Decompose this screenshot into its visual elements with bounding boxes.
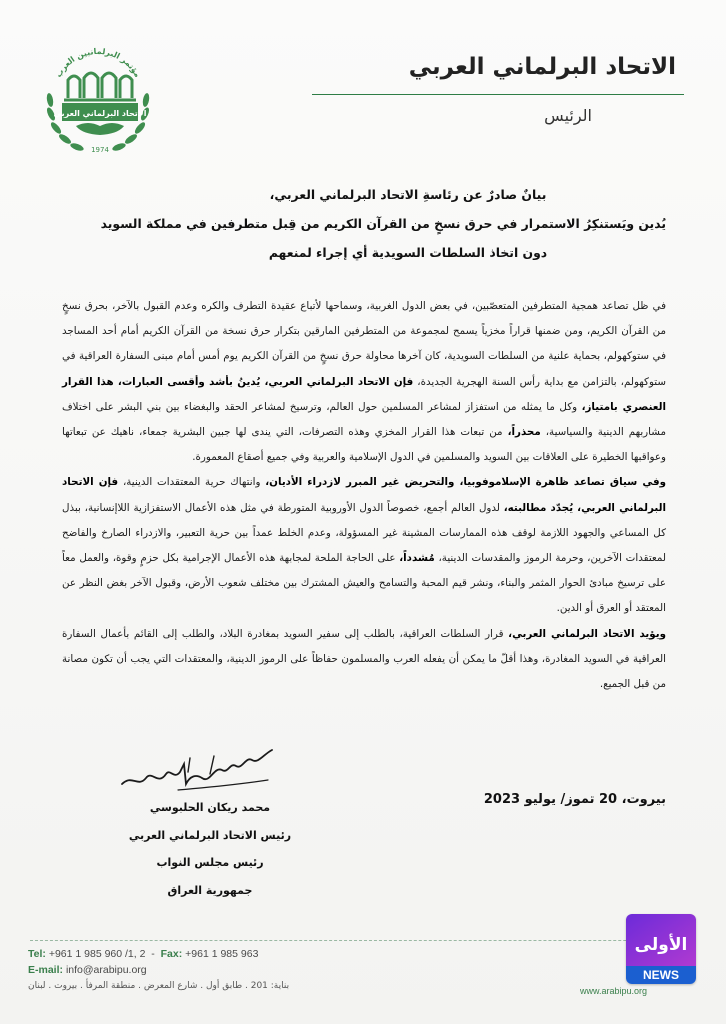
emblem-year: 1974 — [91, 146, 109, 154]
p1-text-e: من تبعات هذا القرار المخزي وهذه التصرفات، التي يندى لها جبين البشرية جمعاء، ناهيك عن تبعاتها وعواقبها الخطيرة على العلاقات بين السويد والمسلمين في الدول الإسلامية والعربية وفي جميع أصقاع المعمورة. — [62, 426, 666, 464]
email-label: E-mail: — [28, 964, 64, 976]
heading-line-2: يُدين ويَستنكِرُ الاستمرار في حرق نسخٍ من القرآن الكريم من قِبل متطرفين في مملكة السويد — [100, 216, 666, 231]
handwritten-signature — [118, 744, 278, 796]
postal-address: بناية: 201 . طابق أول . شارع المعرض . منطقة المرفأ . بيروت . لبنان — [28, 981, 290, 991]
signatory-title-1: رئيس الاتحاد البرلماني العربي — [128, 828, 292, 842]
union-emblem-logo — [38, 40, 158, 160]
body-paragraph-3 — [62, 622, 666, 698]
place-and-date: بيروت، 20 تموز/ يوليو 2023 — [483, 792, 666, 807]
fax-label: Fax: — [160, 948, 183, 960]
p1-text-a: في ظل تصاعد همجية المتطرفين المتعصّبين، في بعض الدول الغربية، وسماحها لأتباع عقيدة التطرف والكره وعدم القبول بالآخر، بحرق نسخٍ من القرآن الكريم، ومن ضمنها قراراً مخزياً يسمح لمجموعة من المتطرفين المارقين بتكرار حرق نسخة من القرآن الكريم أمام أحد المساجد في ستوكهولم، بحماية علنية من السلطات السويدية، كان آخرها محاولة حرق نسخٍ من القرآن الكريم يوم أمس أمام مبنى السفارة العراقية في ستوكهولم، بالتزامن مع بداية رأس السنة الهجرية الجديدة، — [62, 300, 666, 388]
header-divider — [312, 94, 684, 95]
p2-text-f: على الحاجة الملحة لمجابهة هذه الأعمال الإجرامية بكل حزمٍ وقوة، والعمل معاً على ترسيخ مبادئ الحوار المثمر والبناء، ونشر قيم المحبة والتسامح والعيش المشترك بين مختلف شعوب الأرض، وقبول الآخر بغض النظر عن المعتقد أو العرق أو الدين. — [62, 552, 666, 615]
statement-heading — [100, 180, 666, 267]
website-link[interactable]: www.arabipu.org — [580, 986, 648, 996]
p1-emphasis-d: محذراً، — [507, 426, 541, 439]
emblem-banner-text: الاتحاد البرلماني العربي — [53, 109, 147, 118]
p2-text-b: وانتهاك حرية المعتقدات الدينية، — [122, 476, 261, 489]
signatory-name: محمد ريكان الحلبوسي — [149, 801, 271, 814]
p2-text-d: لدول العالم أجمع، خصوصاً الدول الأوروبية المتورطة في مثل هذه الأعمال الاستفزازية اللاإنسانية، ببذل كل المساعي والجهود اللازمة لوقف هذه الممارسات المشينة غير المسؤولة، وعدم الخلط عمداً بين حرية التعبير، والازدراء الصارخ والفاضح لمعتقدات الآخرين، وحرمة الرموز والمقدسات الدينية، — [62, 501, 666, 565]
email-link[interactable]: info@arabipu.org — [65, 964, 147, 976]
p2-emphasis-c: فإن الاتحاد البرلماني العربي، يُجدّد مطالبته، — [62, 476, 666, 514]
signatory-block — [110, 794, 310, 904]
body-paragraph-2 — [62, 470, 666, 621]
p3-text-b: قرار السلطات العراقية، بالطلب إلى سفير السويد بمغادرة البلاد، والطلب إلى القائم بأعمال السفارة العراقية في السويد المغادرة، وهذا أقلّ ما يمكن أن يفعله العرب والمسلمون حفاظاً على الرموز الدينية، والمعتقدات التي يجب أن تكون مصانة من قبل الجميع. — [62, 627, 666, 691]
watermark-news-text: NEWS — [643, 968, 679, 982]
p3-emphasis-a: ويؤيد الاتحاد البرلماني العربي، — [508, 627, 666, 640]
organization-name: الاتحاد البرلماني العربي — [408, 54, 676, 80]
p1-emphasis-b: فإن الاتحاد البرلماني العربي، يُدينُ بأشد وأقسى العبارات، هذا القرار العنصري بامتياز، — [62, 375, 666, 413]
p1-text-c: وكل ما يمثله من استفزاز لمشاعر المسلمين حول العالم، وترسيخ لمشاعر الحقد والبغضاء بين بني البشر على اختلاف مشاربهم الدينية والسياسية، — [62, 400, 666, 439]
tel-value: +961 1 985 960 /1, 2 — [48, 948, 146, 960]
p2-emphasis-a: وفي سياق تصاعد ظاهرة الإسلاموفوبيا، والتحريض غير المبرر لازدراء الأديان، — [265, 476, 666, 489]
heading-line-1: بيانٌ صادرٌ عن رئاسةِ الاتحاد البرلماني العربي، — [269, 187, 547, 202]
tel-label: Tel: — [28, 948, 46, 960]
heading-line-3: دون اتخاذ السلطات السويدية أي إجراء لمنعهم — [268, 245, 548, 260]
role-title: الرئيس — [544, 106, 592, 125]
arches-icon — [64, 73, 136, 100]
alawla-news-watermark-icon — [626, 914, 696, 984]
laurel-wreath-icon — [45, 93, 150, 153]
emblem-arc-text: مؤتمر البرلمانيين العرب — [53, 46, 143, 79]
contact-info — [28, 946, 289, 994]
fax-value: +961 1 985 963 — [185, 948, 259, 960]
email-row — [28, 962, 289, 978]
signatory-title-3: جمهورية العراق — [167, 883, 253, 897]
arab-world-map-icon — [76, 123, 124, 135]
statement-body — [62, 294, 666, 697]
signatory-title-2: رئيس مجلس النواب — [156, 856, 264, 869]
footer-divider — [30, 940, 696, 941]
phone-fax-row: Tel: +961 1 985 960 /1, 2 - Fax: +961 1 985 963 — [28, 948, 259, 960]
watermark-arabic-text: الأولى — [634, 935, 688, 955]
p2-emphasis-e: مُشدداً، — [399, 552, 435, 565]
body-paragraph-1 — [62, 294, 666, 470]
